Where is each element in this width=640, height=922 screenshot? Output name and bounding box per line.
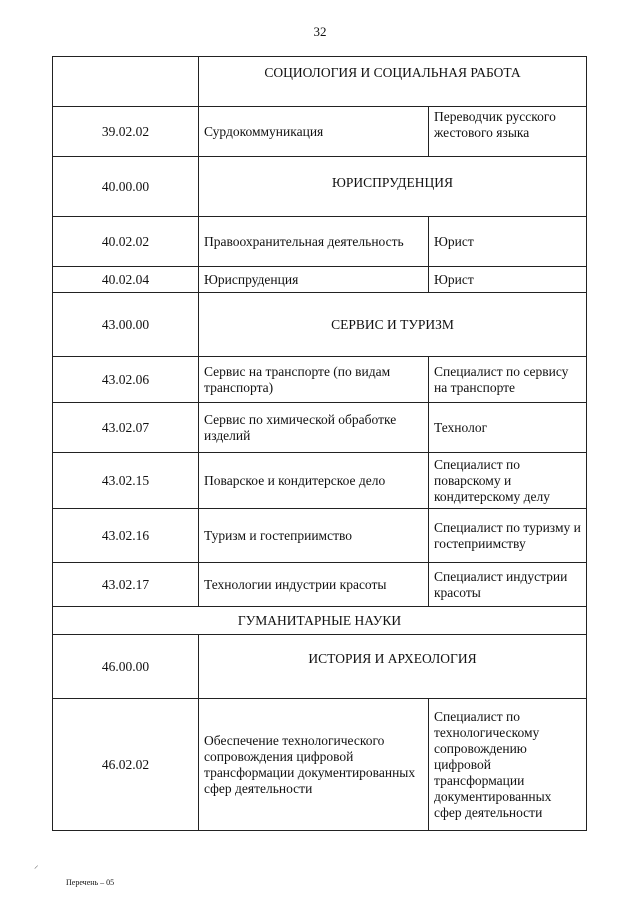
table-row — [53, 267, 587, 293]
table-row — [53, 217, 587, 267]
specialty-cell: Сервис по химической обработке изделий — [199, 403, 429, 453]
specialty-cell: Юриспруденция — [199, 267, 429, 293]
qualification-cell: Специалист по сервису на транспорте — [429, 357, 587, 403]
section-heading: ЮРИСПРУДЕНЦИЯ — [199, 157, 587, 217]
page-number: 32 — [313, 24, 327, 39]
table-row — [53, 563, 587, 607]
table-row — [53, 357, 587, 403]
section-heading: СЕРВИС И ТУРИЗМ — [199, 293, 587, 357]
table-row — [53, 57, 587, 107]
code-cell: 43.02.06 — [53, 357, 199, 403]
table-row — [53, 509, 587, 563]
specialty-cell: Сервис на транспорте (по видам транспорта) — [199, 357, 429, 403]
code-cell: 40.00.00 — [53, 157, 199, 217]
specialties-table — [52, 56, 587, 831]
table-row — [53, 607, 587, 635]
code-cell: 40.02.02 — [53, 217, 199, 267]
qualification-cell: Юрист — [429, 267, 587, 293]
code-cell: 43.00.00 — [53, 293, 199, 357]
table-row — [53, 403, 587, 453]
qualification-cell: Специалист по поварскому и кондитерскому делу — [429, 453, 587, 509]
qualification-cell: Технолог — [429, 403, 587, 453]
code-cell: 46.02.02 — [53, 699, 199, 831]
specialty-cell: Правоохранительная деятельность — [199, 217, 429, 267]
section-heading: ИСТОРИЯ И АРХЕОЛОГИЯ — [199, 635, 587, 699]
code-cell: 40.02.04 — [53, 267, 199, 293]
table-row — [53, 107, 587, 157]
section-heading: СОЦИОЛОГИЯ И СОЦИАЛЬНАЯ РАБОТА — [199, 57, 587, 107]
qualification-cell: Юрист — [429, 217, 587, 267]
table-row — [53, 157, 587, 217]
code-cell: 43.02.17 — [53, 563, 199, 607]
specialty-cell: Туризм и гостеприимство — [199, 509, 429, 563]
code-cell: 43.02.16 — [53, 509, 199, 563]
scan-mark: ⸝ — [34, 860, 39, 870]
specialty-cell: Обеспечение технологического сопровождения цифровой трансформации документированных сфер деятельности — [199, 699, 429, 831]
code-cell: 46.00.00 — [53, 635, 199, 699]
page-footer: Перечень – 05 — [66, 878, 115, 887]
qualification-cell: Переводчик русского жестового языка — [429, 107, 587, 157]
group-heading: ГУМАНИТАРНЫЕ НАУКИ — [53, 607, 587, 635]
specialty-cell: Поварское и кондитерское дело — [199, 453, 429, 509]
table-row — [53, 453, 587, 509]
code-cell: 43.02.15 — [53, 453, 199, 509]
table-row — [53, 293, 587, 357]
qualification-cell: Специалист по туризму и гостеприимству — [429, 509, 587, 563]
specialty-cell: Технологии индустрии красоты — [199, 563, 429, 607]
table-row — [53, 635, 587, 699]
code-cell — [53, 57, 199, 107]
code-cell: 43.02.07 — [53, 403, 199, 453]
code-cell: 39.02.02 — [53, 107, 199, 157]
specialty-cell: Сурдокоммуникация — [199, 107, 429, 157]
qualification-cell: Специалист индустрии красоты — [429, 563, 587, 607]
qualification-cell: Специалист по технологическому сопровождению цифровой трансформации документированных сфер деятельности — [429, 699, 587, 831]
table-row — [53, 699, 587, 831]
